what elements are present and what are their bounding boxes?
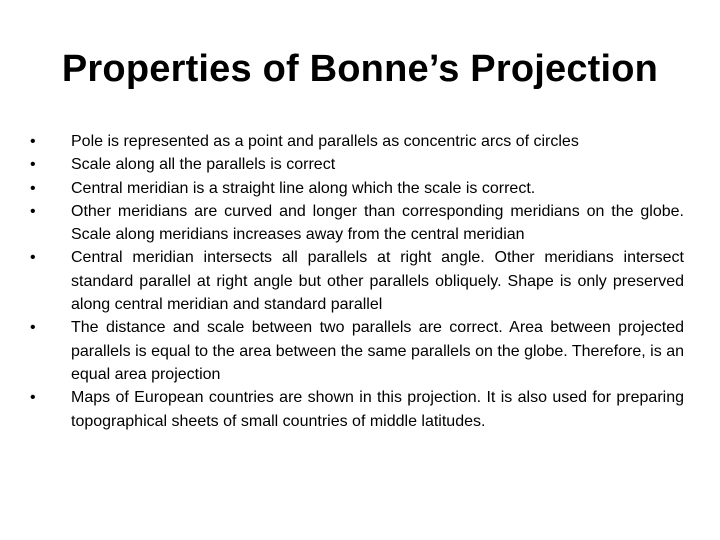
bullet-item (28, 130, 684, 153)
bullet-icon: • (30, 156, 36, 174)
bullet-text: The distance and scale between two parallels are correct. Area between projected parallels is equal to the area between the same parallels on the globe. Therefore, is an equal area projection (71, 319, 684, 383)
bullet-text: Pole is represented as a point and parallels as concentric arcs of circles (71, 133, 579, 150)
bullet-list (28, 130, 684, 433)
bullet-item (28, 386, 684, 433)
bullet-icon: • (30, 319, 36, 337)
bullet-item (28, 153, 684, 176)
bullet-item (28, 316, 684, 386)
bullet-item (28, 200, 684, 247)
bullet-text: Other meridians are curved and longer than corresponding meridians on the globe. Scale along meridians increases away from the central meridian (71, 202, 684, 244)
bullet-text: Maps of European countries are shown in this projection. It is also used for preparing topographical sheets of small countries of middle latitudes. (71, 389, 684, 430)
bullet-icon: • (30, 389, 36, 407)
bullet-text: Scale along all the parallels is correct (71, 156, 336, 174)
bullet-item (28, 177, 684, 200)
bullet-item (28, 246, 684, 316)
bullet-icon: • (30, 179, 36, 197)
bullet-icon: • (30, 133, 36, 150)
bullet-text: Central meridian intersects all parallels at right angle. Other meridians intersect standard parallel at right angle but other parallels obliquely. Shape is only preserved along central meridian and standard parallel (71, 249, 684, 314)
bullet-text: Central meridian is a straight line along which the scale is correct. (71, 179, 536, 197)
slide-title: Properties of Bonne’s Projection (61, 48, 659, 90)
bullet-icon: • (30, 202, 36, 220)
bullet-icon: • (30, 249, 36, 267)
